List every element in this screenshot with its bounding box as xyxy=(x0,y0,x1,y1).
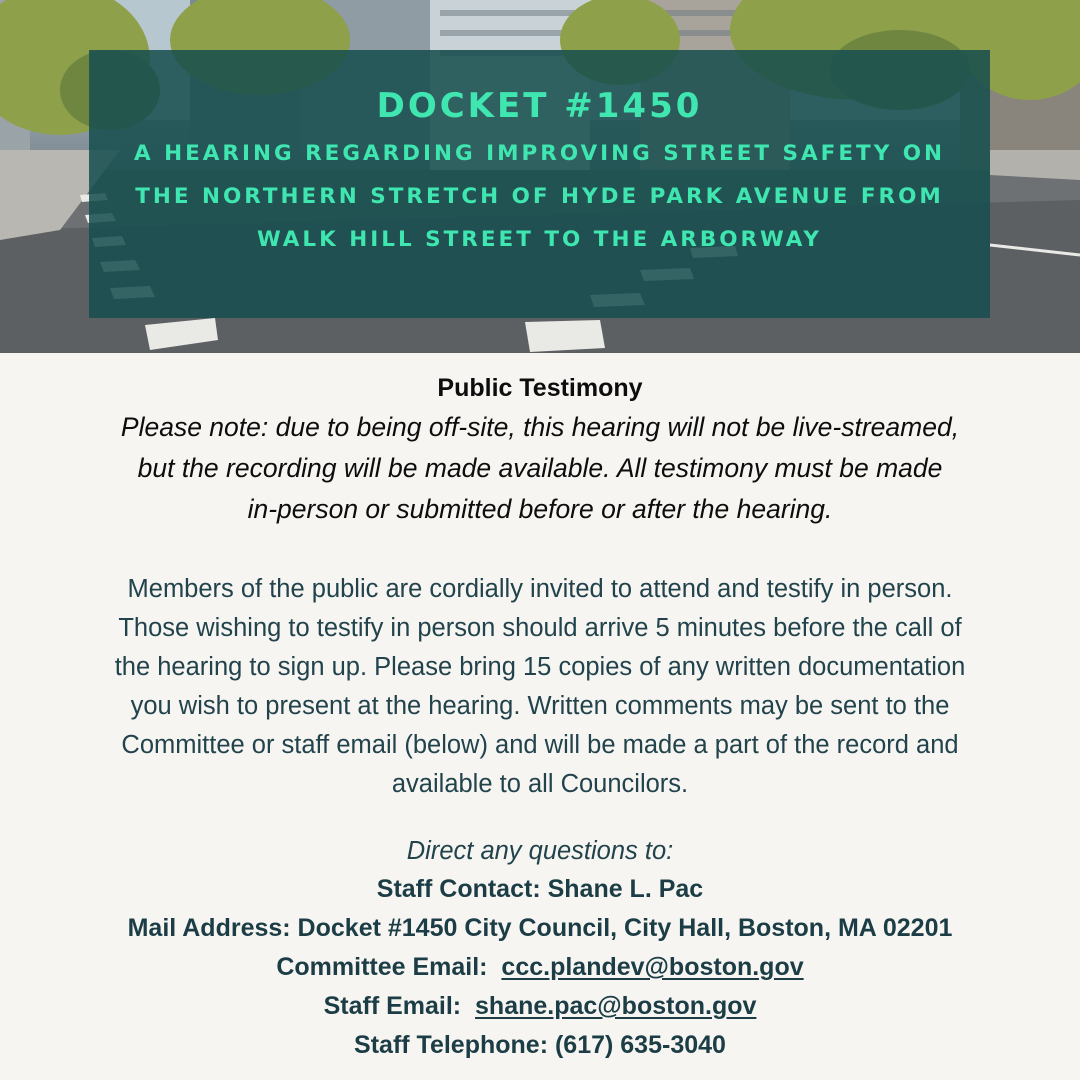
staff-telephone: Staff Telephone: (617) 635-3040 xyxy=(354,1031,726,1059)
invite-line: Committee or staff email (below) and will be made a part of the record and xyxy=(121,731,959,759)
invite-line: the hearing to sign up. Please bring 15 copies of any written documentation xyxy=(114,653,966,681)
questions-intro: Direct any questions to: xyxy=(406,837,674,865)
staff-email-label: Staff Email: xyxy=(323,992,462,1020)
mail-address: Mail Address: Docket #1450 City Council, City Hall, Boston, MA 02201 xyxy=(127,914,953,942)
committee-email-row xyxy=(0,948,1080,987)
street-photo xyxy=(0,0,1080,353)
subtitle-line: A HEARING REGARDING IMPROVING STREET SAFETY ON xyxy=(133,141,946,166)
subtitle-line: WALK HILL STREET TO THE ARBORWAY xyxy=(257,227,822,252)
staff-contact: Staff Contact: Shane L. Pac xyxy=(376,875,704,903)
livestream-note xyxy=(0,407,1080,530)
invite-line: you wish to present at the hearing. Written comments may be sent to the xyxy=(130,692,950,720)
note-line: but the recording will be made available. All testimony must be made xyxy=(137,453,943,483)
committee-email-label: Committee Email: xyxy=(276,953,488,981)
committee-email-link[interactable]: ccc.plandev@boston.gov xyxy=(501,953,804,981)
public-invitation xyxy=(0,570,1080,804)
staff-email-link[interactable]: shane.pac@boston.gov xyxy=(475,992,757,1020)
docket-title: DOCKET #1450 xyxy=(376,86,703,126)
hearing-subtitle xyxy=(89,132,990,261)
invite-line: Members of the public are cordially invited to attend and testify in person. xyxy=(127,575,953,603)
section-heading: Public Testimony xyxy=(437,374,643,402)
hearing-details xyxy=(0,353,1080,1065)
invite-line: available to all Councilors. xyxy=(391,770,689,798)
staff-email-row xyxy=(0,987,1080,1026)
title-overlay xyxy=(89,50,990,318)
subtitle-line: THE NORTHERN STRETCH OF HYDE PARK AVENUE FROM xyxy=(135,184,944,209)
note-line: in-person or submitted before or after the hearing. xyxy=(247,494,833,524)
invite-line: Those wishing to testify in person should arrive 5 minutes before the call of xyxy=(118,614,962,642)
note-line: Please note: due to being off-site, this hearing will not be live-streamed, xyxy=(120,412,960,442)
